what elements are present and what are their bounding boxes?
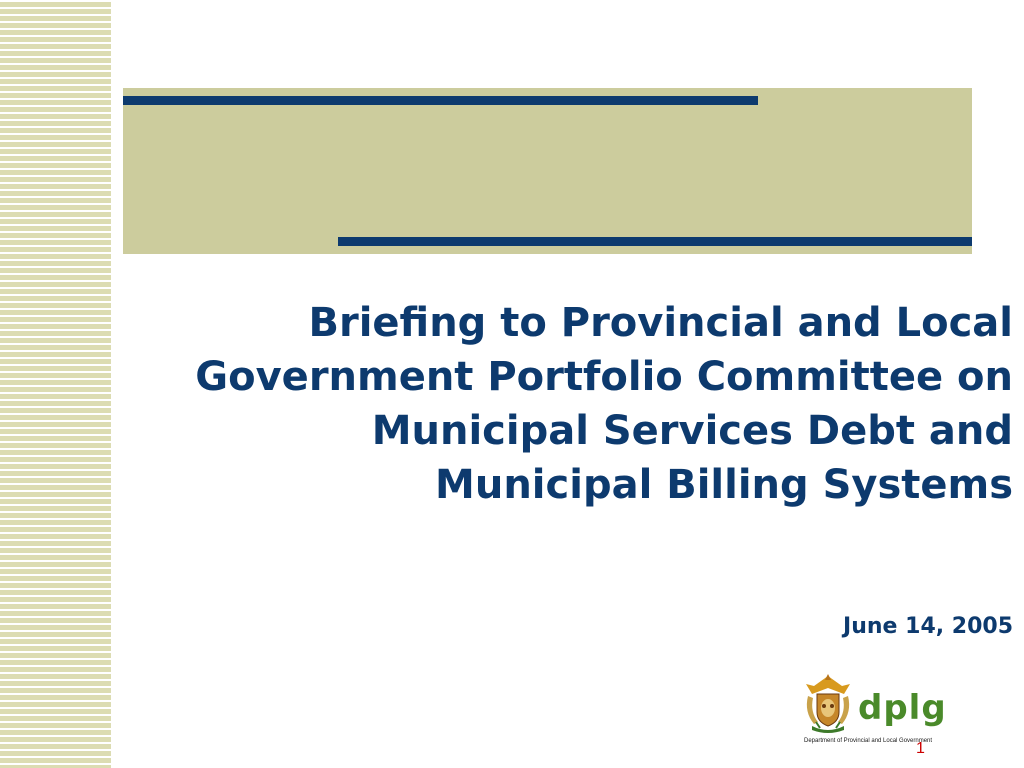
banner-top-bar <box>123 96 758 105</box>
header-banner <box>123 88 972 254</box>
slide-date: June 14, 2005 <box>843 614 1013 639</box>
slide-title: Briefing to Provincial and Local Government Portfolio Committee on Municipal Services Debt and Municipal Billing Systems <box>195 300 1013 508</box>
page-number: 1 <box>916 740 925 757</box>
dplg-logo <box>800 672 948 748</box>
banner-bottom-bar <box>338 237 972 246</box>
dplg-caption: Department of Provincial and Local Government <box>804 738 933 744</box>
striped-sidebar-decoration <box>0 0 111 768</box>
dplg-wordmark: dplg <box>858 688 947 728</box>
coat-of-arms-icon <box>802 672 854 734</box>
